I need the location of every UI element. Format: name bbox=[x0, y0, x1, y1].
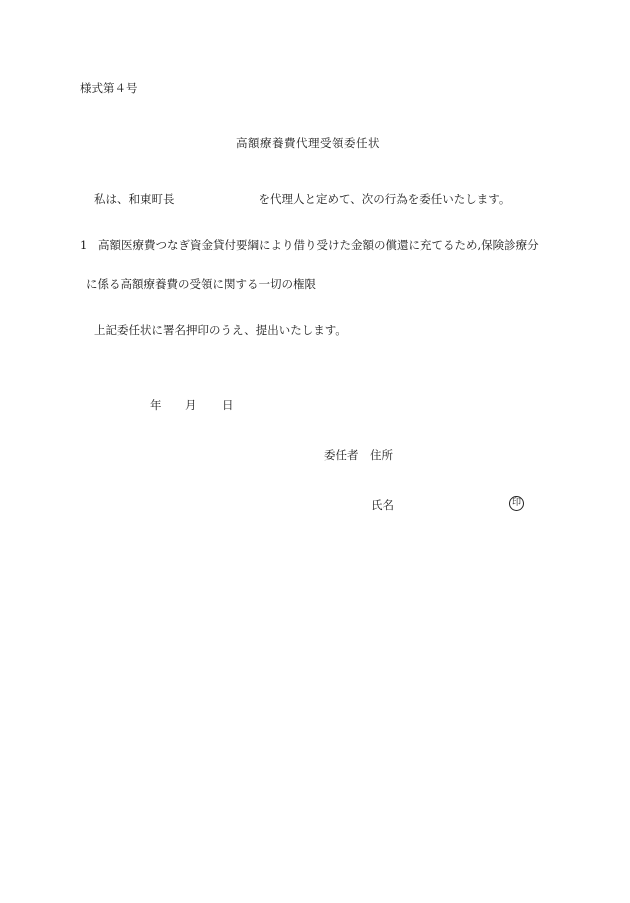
opening-prefix: 私は、和東町長 bbox=[94, 192, 175, 206]
opening-suffix: を代理人と定めて、次の行為を委任いたします。 bbox=[258, 192, 511, 206]
item-text-line2: に係る高額療養費の受領に関する一切の権限 bbox=[86, 277, 316, 291]
form-number: 様式第４号 bbox=[80, 81, 138, 95]
opening-statement bbox=[94, 191, 510, 207]
principal-label: 委任者 bbox=[324, 448, 359, 462]
item-text-line1: 高額医療費つなぎ資金貸付要綱により借り受けた金額の償還に充てるため,保険診療分 bbox=[98, 238, 539, 252]
year-label: 年 bbox=[150, 398, 162, 412]
principal-address-line bbox=[324, 447, 393, 463]
name-label: 氏名 bbox=[371, 498, 394, 512]
address-label: 住所 bbox=[370, 448, 393, 462]
month-label: 月 bbox=[185, 398, 197, 412]
item-number: 1 bbox=[80, 238, 88, 252]
day-label: 日 bbox=[222, 398, 234, 412]
document-title: 高額療養費代理受領委任状 bbox=[236, 136, 380, 150]
date-line bbox=[150, 397, 234, 413]
seal-stamp-mark: 印 bbox=[509, 496, 524, 511]
delegated-item bbox=[80, 237, 539, 253]
submit-statement: 上記委任状に署名押印のうえ、提出いたします。 bbox=[94, 323, 347, 337]
